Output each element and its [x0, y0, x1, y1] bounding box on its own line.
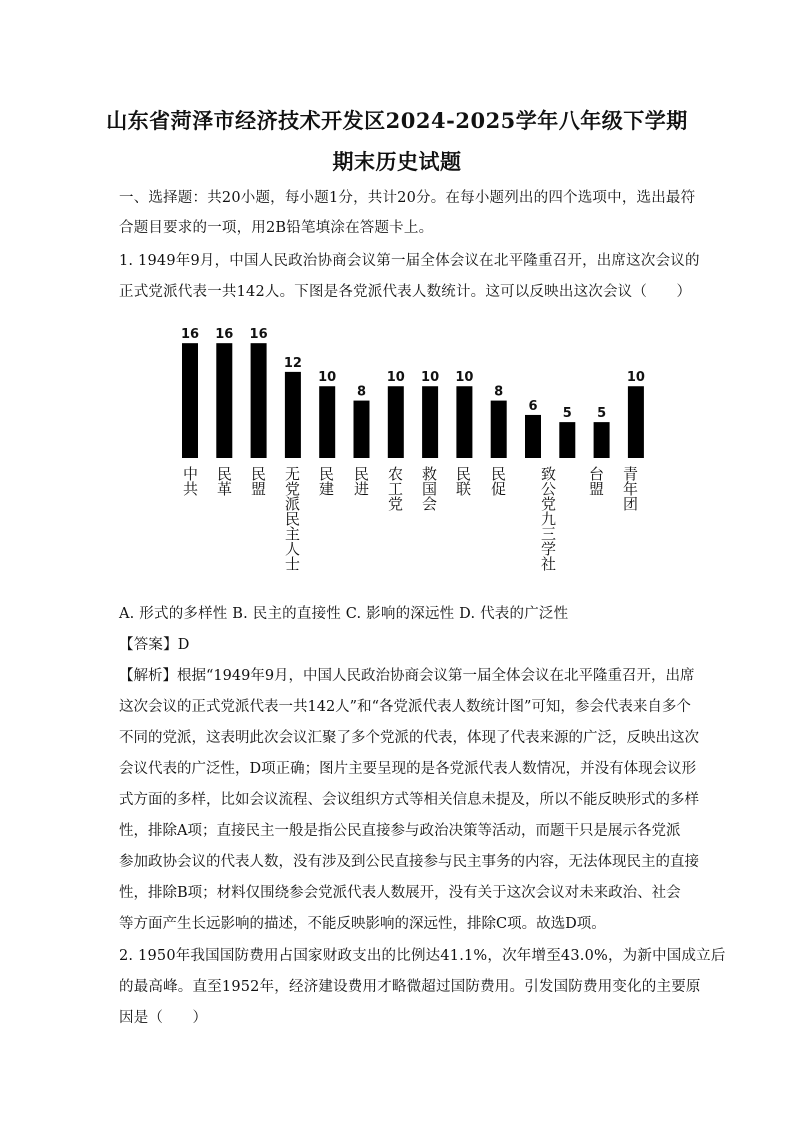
analysis-line: 【解析】根据“1949年9月，中国人民政治协商会议第一届全体会议在北平隆重召开，出席 — [119, 668, 695, 684]
bar-value-label: 6 — [528, 398, 538, 414]
bar — [285, 372, 301, 458]
bar-value-label: 10 — [455, 370, 474, 386]
bar-value-label: 5 — [562, 406, 572, 422]
bar — [251, 343, 267, 458]
bar — [216, 343, 232, 458]
bar-value-label: 8 — [494, 384, 504, 400]
bar — [628, 386, 644, 458]
analysis-line: 性，排除A项；直接民主一般是指公民直接参与政治决策等活动，而题干只是展示各党派 — [119, 823, 681, 839]
bar — [319, 386, 335, 458]
analysis-line: 性，排除B项；材料仅围绕参会党派代表人数展开，没有关于这次会议对未来政治、社会 — [119, 885, 681, 901]
bar-value-label: 16 — [215, 327, 234, 343]
analysis-line: 式方面的多样，比如会议流程、会议组织方式等相关信息未提及，所以不能反映形式的多样 — [119, 792, 699, 808]
bar-value-label: 5 — [597, 406, 607, 422]
bar-value-label: 16 — [249, 327, 268, 343]
question-1-stem-cont: 正式党派代表一共142人。下图是各党派代表人数统计。这可以反映出这次会议（ ） — [119, 284, 692, 300]
question-2-stem-end: 因是（ ） — [119, 1010, 208, 1026]
question-1-stem: 1. 1949年9月，中国人民政治协商会议第一届全体会议在北平隆重召开，出席这次会议的 — [119, 253, 700, 269]
analysis-line: 这次会议的正式党派代表一共142人”和“各党派代表人数统计图”可知，参会代表来自多个 — [119, 699, 691, 715]
bar — [559, 422, 575, 458]
section-heading-cont: 合题目要求的一项，用2B铅笔填涂在答题卡上。 — [119, 220, 434, 236]
bar — [491, 401, 507, 458]
category-label: 中共 — [181, 466, 199, 496]
analysis-line: 等方面产生长远影响的描述，不能反映影响的深远性，排除C项。故选D项。 — [119, 916, 606, 932]
bar-value-label: 12 — [283, 355, 302, 371]
category-label: 民进 — [352, 466, 370, 496]
category-label: 致公党九三学社 — [539, 466, 557, 571]
document-title-line1: 山东省菏泽市经济技术开发区2024-2025学年八年级下学期 — [106, 108, 688, 133]
analysis-line: 参加政协会议的代表人数，没有涉及到公民直接参与民主事务的内容，无法体现民主的直接 — [119, 854, 699, 870]
category-label: 救国会 — [420, 466, 438, 511]
category-label: 民革 — [215, 466, 233, 496]
bar — [456, 386, 472, 458]
bar-value-label: 10 — [386, 370, 405, 386]
party-representatives-bar-chart — [160, 318, 645, 593]
bar-value-label: 8 — [356, 384, 367, 400]
bar-value-label: 10 — [626, 370, 645, 386]
question-2-stem-cont: 的最高峰。直至1952年，经济建设费用才略微超过国防费用。引发国防费用变化的主要原 — [119, 979, 701, 995]
category-label: 台盟 — [587, 466, 605, 496]
question-1-answer: 【答案】D — [119, 637, 190, 653]
bar — [594, 422, 610, 458]
category-label: 青年团 — [621, 466, 639, 511]
category-label: 民促 — [489, 466, 507, 496]
bar-value-label: 10 — [421, 370, 440, 386]
analysis-line: 会议代表的广泛性，D项正确；图片主要呈现的是各党派代表人数情况，并没有体现会议形 — [119, 761, 697, 777]
category-label: 民联 — [454, 466, 472, 496]
bar-value-label: 10 — [318, 370, 337, 386]
bar — [525, 415, 541, 458]
analysis-line: 不同的党派，这表明此次会议汇聚了多个党派的代表，体现了代表来源的广泛，反映出这次 — [119, 730, 699, 746]
document-title-line2: 期末历史试题 — [332, 149, 462, 174]
bar — [354, 401, 370, 458]
bar — [388, 386, 404, 458]
question-2-stem: 2. 1950年我国国防费用占国家财政支出的比例达41.1%，次年增至43.0%，为新中国成立后 — [119, 948, 726, 964]
category-label: 无党派民主人士 — [283, 466, 301, 571]
section-heading: 一、选择题：共20小题，每小题1分，共计20分。在每小题列出的四个选项中，选出最符 — [119, 190, 696, 206]
category-label: 民盟 — [249, 466, 267, 496]
question-1-options: A. 形式的多样性 B. 民主的直接性 C. 影响的深远性 D. 代表的广泛性 — [119, 606, 569, 622]
bar — [422, 386, 438, 458]
category-label: 农工党 — [386, 466, 404, 511]
category-label: 民建 — [317, 466, 335, 496]
bar — [182, 343, 198, 458]
bar-value-label: 16 — [180, 327, 200, 343]
